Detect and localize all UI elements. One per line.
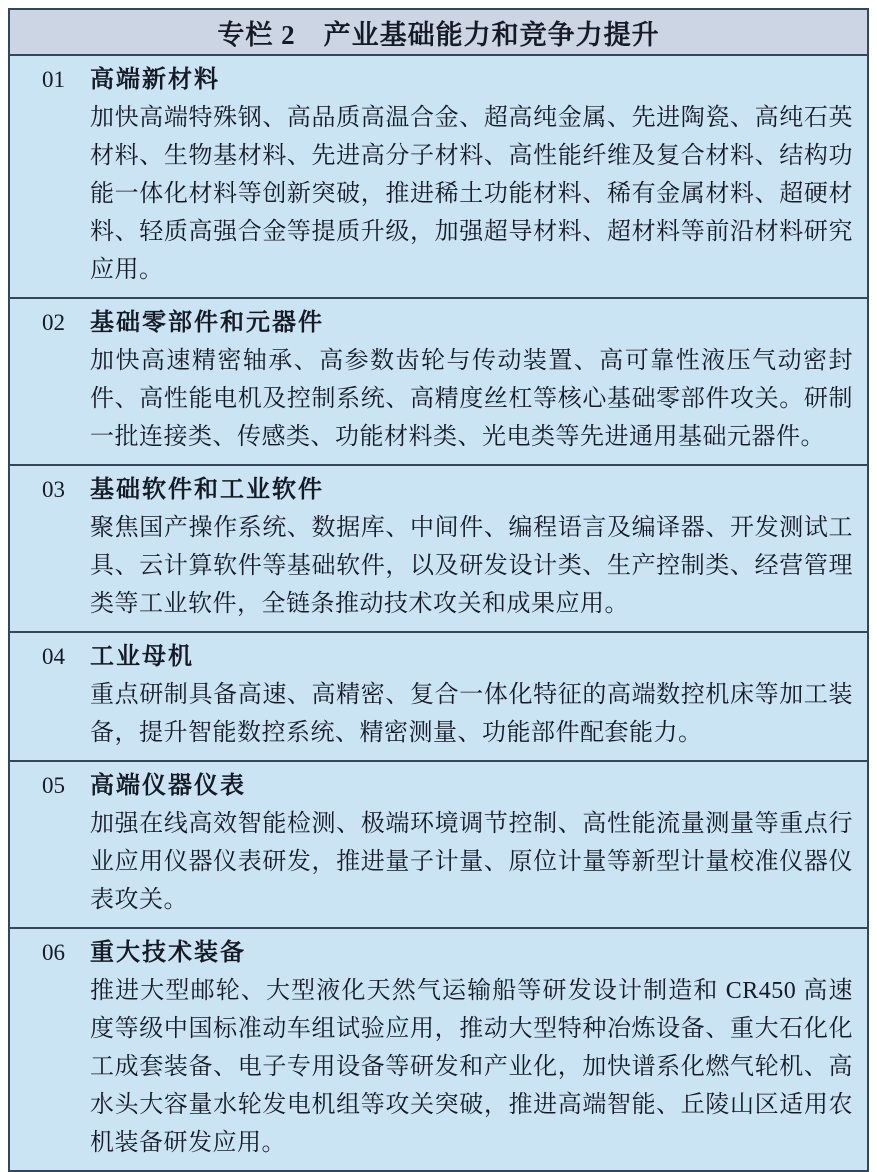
section-number: 02 [42, 310, 65, 335]
section-title: 工业母机 [90, 644, 194, 670]
section-body: 推进大型邮轮、大型液化天然气运输船等研发设计制造和 CR450 高速度等级中国标准动车组试验应用，推动大型特种冶炼设备、重大石化化工成套装备、电子专用设备等研发和产业化，加快谱系化燃气轮机、高水头大容量水轮发电机组等攻关突破，推进高端智能、丘陵山区适用农机装备研发应用。 [90, 978, 853, 1156]
panel-header [10, 10, 867, 56]
section-number: 04 [42, 644, 65, 669]
section-title: 高端仪器仪表 [90, 773, 246, 799]
section-content [90, 934, 853, 1162]
section-content [90, 471, 853, 623]
section-row-05 [10, 762, 867, 929]
column-box-panel [8, 8, 869, 1172]
section-content [90, 304, 853, 456]
section-row-04 [10, 633, 867, 762]
section-body: 加快高端特殊钢、高品质高温合金、超高纯金属、先进陶瓷、高纯石英材料、生物基材料、先进高分子材料、高性能纤维及复合材料、结构功能一体化材料等创新突破，推进稀土功能材料、稀有金属材料、超硬材料、轻质高强合金等提质升级，加强超导材料、超材料等前沿材料研究应用。 [90, 105, 853, 283]
panel-title: 专栏 2 产业基础能力和竞争力提升 [217, 19, 660, 50]
section-title: 基础软件和工业软件 [90, 477, 324, 503]
section-row-01 [10, 56, 867, 299]
section-number: 03 [42, 477, 65, 502]
section-title: 高端新材料 [90, 67, 220, 93]
section-body: 聚焦国产操作系统、数据库、中间件、编程语言及编译器、开发测试工具、云计算软件等基础软件，以及研发设计类、生产控制类、经营管理类等工业软件，全链条推动技术攻关和成果应用。 [90, 515, 853, 617]
section-title: 重大技术装备 [90, 940, 246, 966]
section-body: 加强在线高效智能检测、极端环境调节控制、高性能流量测量等重点行业应用仪器仪表研发，推进量子计量、原位计量等新型计量校准仪器仪表攻关。 [90, 811, 853, 913]
section-content [90, 767, 853, 919]
section-content [90, 61, 853, 289]
section-row-03 [10, 466, 867, 633]
section-body: 重点研制具备高速、高精密、复合一体化特征的高端数控机床等加工装备，提升智能数控系统、精密测量、功能部件配套能力。 [90, 682, 853, 746]
section-content [90, 638, 853, 752]
section-number: 05 [42, 773, 65, 798]
section-row-06 [10, 929, 867, 1170]
section-title: 基础零部件和元器件 [90, 310, 324, 336]
section-body: 加快高速精密轴承、高参数齿轮与传动装置、高可靠性液压气动密封件、高性能电机及控制系统、高精度丝杠等核心基础零部件攻关。研制一批连接类、传感类、功能材料类、光电类等先进通用基础元器件。 [90, 348, 853, 450]
section-row-02 [10, 299, 867, 466]
section-number: 01 [42, 67, 65, 92]
section-number: 06 [42, 940, 65, 965]
